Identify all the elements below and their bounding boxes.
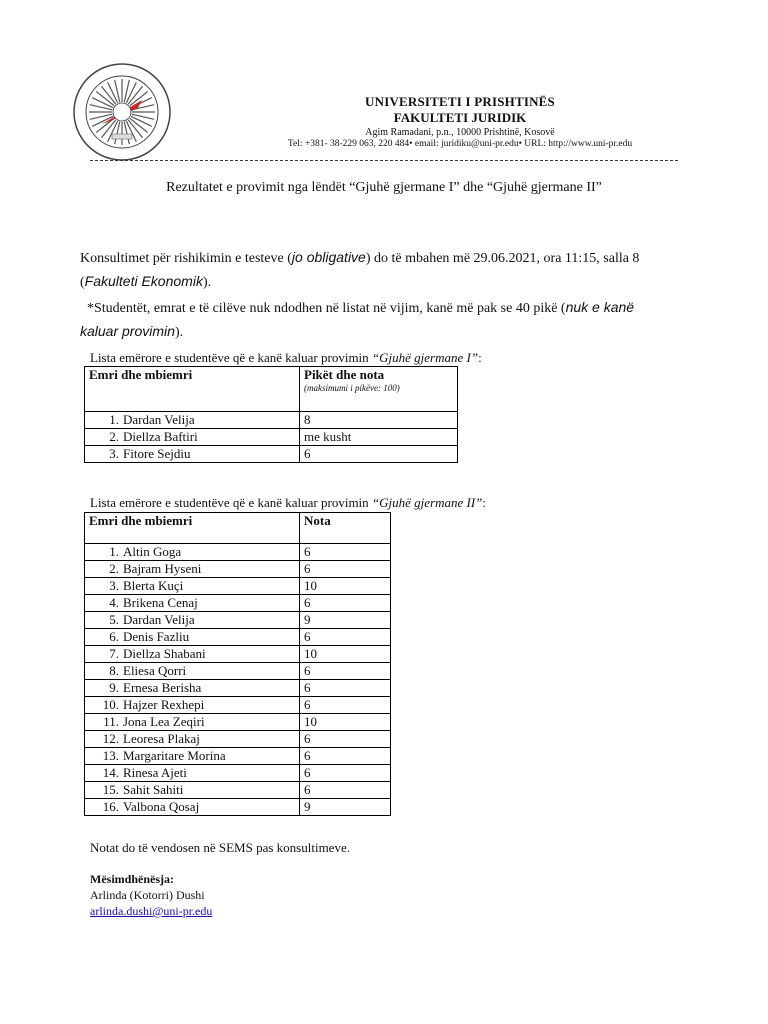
row-number: 14.: [102, 765, 119, 780]
table-row: [85, 646, 391, 663]
student-name: Jona Lea Zeqiri: [123, 714, 205, 729]
row-number: 1.: [109, 544, 119, 559]
row-number: 9.: [109, 680, 119, 695]
contact-line: Tel: +381- 38-229 063, 220 484• email: juridiku@uni-pr.edu• URL: http://www.uni-pr.edu: [287, 139, 633, 149]
row-number: 5.: [109, 612, 119, 627]
student-name: Rinesa Ajeti: [123, 765, 187, 780]
list2-table: [84, 512, 391, 816]
student-name-cell: [85, 544, 300, 561]
student-name-cell: [85, 714, 300, 731]
student-name-cell: [85, 731, 300, 748]
student-name: Hajzer Rexhepi: [123, 697, 205, 712]
table-row: [85, 731, 391, 748]
student-name: Diellza Baftiri: [123, 429, 198, 444]
grade-cell: 6: [300, 680, 391, 697]
student-name: Brikena Cenaj: [123, 595, 198, 610]
grade-cell: 6: [300, 782, 391, 799]
row-number: 16.: [102, 799, 119, 814]
row-number: 6.: [109, 629, 119, 644]
row-number: 10.: [102, 697, 119, 712]
student-name-cell: [85, 412, 300, 429]
table-row: [85, 663, 391, 680]
table-row: [85, 765, 391, 782]
grade-cell: 6: [300, 731, 391, 748]
table-row: [85, 714, 391, 731]
student-name: Ernesa Berisha: [123, 680, 202, 695]
list1-header-name: Emri dhe mbiemri: [85, 367, 300, 412]
row-number: 2.: [109, 429, 119, 444]
student-name-cell: [85, 765, 300, 782]
student-name-cell: [85, 561, 300, 578]
table-row: [85, 429, 458, 446]
student-name: Sahit Sahiti: [123, 782, 184, 797]
row-number: 8.: [109, 663, 119, 678]
student-name-cell: [85, 680, 300, 697]
grade-cell: 6: [300, 748, 391, 765]
student-name: Dardan Velija: [123, 612, 195, 627]
table-row: [85, 748, 391, 765]
row-number: 3.: [109, 578, 119, 593]
table-row: [85, 595, 391, 612]
student-name: Diellza Shabani: [123, 646, 206, 661]
student-name-cell: [85, 629, 300, 646]
student-name: Valbona Qosaj: [123, 799, 200, 814]
grade-cell: 6: [300, 595, 391, 612]
student-name-cell: [85, 446, 300, 463]
row-number: 15.: [102, 782, 119, 797]
table-row: [85, 578, 391, 595]
grade-cell: 6: [300, 697, 391, 714]
grade-cell: 8: [300, 412, 458, 429]
student-name-cell: [85, 646, 300, 663]
student-name: Denis Fazliu: [123, 629, 190, 644]
sems-note: Notat do të vendosen në SEMS pas konsultimeve.: [90, 840, 350, 855]
document-title: Rezultatet e provimit nga lëndët “Gjuhë gjermane I” dhe “Gjuhë gjermane II”: [166, 180, 602, 195]
address: Agim Ramadani, p.n., 10000 Prishtinë, Kosovë: [365, 127, 555, 138]
university-seal-logo: [72, 62, 172, 162]
student-name-cell: [85, 612, 300, 629]
table-row: [85, 697, 391, 714]
list2-header-name: Emri dhe mbiemri: [85, 513, 300, 544]
student-name-cell: [85, 782, 300, 799]
table-row: [85, 612, 391, 629]
grade-cell: 10: [300, 646, 391, 663]
grade-cell: 9: [300, 612, 391, 629]
faculty-name: FAKULTETI JURIDIK: [393, 110, 527, 125]
list1-header-points: Pikët dhe nota (maksimumi i pikëve: 100): [300, 367, 458, 412]
grade-cell: 6: [300, 561, 391, 578]
row-number: 4.: [109, 595, 119, 610]
row-number: 3.: [109, 446, 119, 461]
table-row: [85, 629, 391, 646]
grade-cell: 6: [300, 544, 391, 561]
student-name-cell: [85, 578, 300, 595]
student-name: Altin Goga: [123, 544, 182, 559]
teacher-role: Mësimdhënësja:: [90, 872, 174, 886]
header-divider: [90, 160, 678, 161]
student-name: Leoresa Plakaj: [123, 731, 200, 746]
row-number: 2.: [109, 561, 119, 576]
table-row: [85, 412, 458, 429]
student-name: Eliesa Qorri: [123, 663, 187, 678]
grade-cell: 6: [300, 629, 391, 646]
row-number: 1.: [109, 412, 119, 427]
grade-cell: 10: [300, 714, 391, 731]
student-name: Fitore Sejdiu: [123, 446, 191, 461]
grade-cell: 6: [300, 663, 391, 680]
consultation-paragraph: Konsultimet për rishikimin e testeve (jo obligative) do të mbahen më 29.06.2021, ora 11:15, salla 8 (Fakulteti Ekonomik).: [80, 249, 640, 290]
table-row: [85, 544, 391, 561]
student-name: Dardan Velija: [123, 412, 195, 427]
student-name-cell: [85, 799, 300, 816]
grade-cell: 9: [300, 799, 391, 816]
row-number: 13.: [102, 748, 119, 763]
student-name-cell: [85, 429, 300, 446]
grade-cell: 10: [300, 578, 391, 595]
table-row: [85, 680, 391, 697]
list1-table: [84, 366, 458, 463]
student-name: Margaritare Morina: [123, 748, 226, 763]
row-number: 12.: [102, 731, 119, 746]
teacher-email-link[interactable]: arlinda.dushi@uni-pr.edu: [90, 904, 213, 918]
row-number: 11.: [103, 714, 119, 729]
table-row: [85, 799, 391, 816]
list2-header-grade: Nota: [300, 513, 391, 544]
student-name: Bajram Hyseni: [123, 561, 202, 576]
table-row: [85, 782, 391, 799]
student-name: Blerta Kuçi: [123, 578, 184, 593]
table-row: [85, 446, 458, 463]
table-row: [85, 561, 391, 578]
list1-caption: Lista emërore e studentëve që e kanë kaluar provimin “Gjuhë gjermane I”:: [90, 350, 482, 365]
student-name-cell: [85, 748, 300, 765]
note-paragraph: *Studentët, emrat e të cilëve nuk ndodhen në listat në vijim, kanë më pak se 40 pikë (nuk e kanë kaluar provimin).: [80, 299, 635, 340]
student-name-cell: [85, 595, 300, 612]
teacher-name: Arlinda (Kotorri) Dushi: [90, 888, 205, 902]
grade-cell: 6: [300, 765, 391, 782]
student-name-cell: [85, 663, 300, 680]
list2-caption: Lista emërore e studentëve që e kanë kaluar provimin “Gjuhë gjermane II”:: [90, 495, 487, 510]
student-name-cell: [85, 697, 300, 714]
grade-cell: me kusht: [300, 429, 458, 446]
university-name: UNIVERSITETI I PRISHTINËS: [365, 94, 555, 109]
grade-cell: 6: [300, 446, 458, 463]
row-number: 7.: [109, 646, 119, 661]
